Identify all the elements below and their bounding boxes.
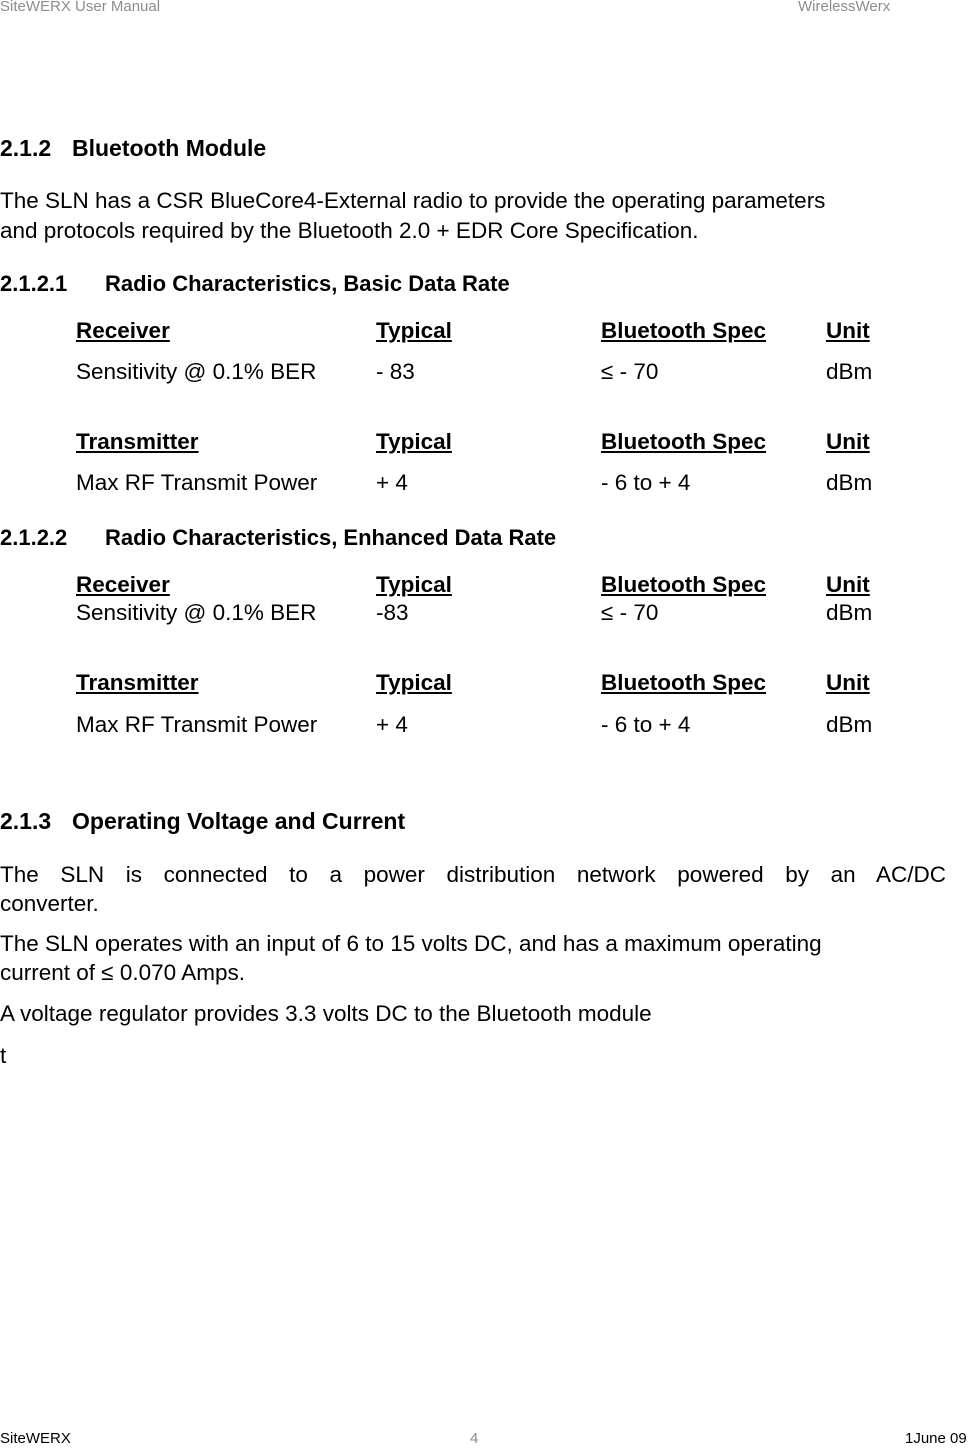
- table-header-transmitter: Transmitter: [76, 670, 199, 695]
- section-2-1-2-1-title: Radio Characteristics, Basic Data Rate: [105, 271, 510, 296]
- table-header-receiver: Receiver: [76, 572, 170, 597]
- voltage-para-2-line-2: current of ≤ 0.070 Amps.: [0, 960, 245, 985]
- table-cell-typical: -83: [376, 600, 409, 625]
- table-cell-unit: dBm: [826, 359, 873, 384]
- footer-date: 1June 09: [905, 1430, 967, 1447]
- voltage-para-1-line-2: converter.: [0, 891, 99, 916]
- footer-left: SiteWERX: [0, 1430, 71, 1447]
- table-cell-typical: + 4: [376, 470, 408, 495]
- table-header-typical: Typical: [376, 429, 452, 454]
- header-right: WirelessWerx: [798, 0, 891, 15]
- table-header-unit: Unit: [826, 429, 870, 454]
- table-cell-parameter: Sensitivity @ 0.1% BER: [76, 359, 317, 384]
- stray-text: t: [0, 1043, 7, 1068]
- table-cell-spec: - 6 to + 4: [601, 712, 691, 737]
- table-cell-spec: ≤ - 70: [601, 359, 659, 384]
- footer-page-number: 4: [470, 1430, 479, 1447]
- section-2-1-2-number: 2.1.2: [0, 135, 52, 161]
- table-cell-unit: dBm: [826, 470, 873, 495]
- table-cell-typical: - 83: [376, 359, 415, 384]
- voltage-para-3: A voltage regulator provides 3.3 volts DC to the Bluetooth module: [0, 1001, 652, 1026]
- table-header-bluetooth-spec: Bluetooth Spec: [601, 318, 767, 343]
- section-2-1-3-number: 2.1.3: [0, 808, 52, 834]
- table-header-typical: Typical: [376, 670, 452, 695]
- section-2-1-3-title: Operating Voltage and Current: [72, 808, 406, 834]
- table-cell-parameter: Sensitivity @ 0.1% BER: [76, 600, 317, 625]
- table-header-unit: Unit: [826, 670, 870, 695]
- table-cell-spec: - 6 to + 4: [601, 470, 691, 495]
- table-header-unit: Unit: [826, 318, 870, 343]
- table-cell-parameter: Max RF Transmit Power: [76, 712, 318, 737]
- table-header-bluetooth-spec: Bluetooth Spec: [601, 429, 767, 454]
- table-header-receiver: Receiver: [76, 318, 170, 343]
- table-header-bluetooth-spec: Bluetooth Spec: [601, 572, 767, 597]
- table-header-typical: Typical: [376, 572, 452, 597]
- section-2-1-2-1-number: 2.1.2.1: [0, 271, 68, 296]
- table-cell-typical: + 4: [376, 712, 408, 737]
- voltage-para-2-line-1: The SLN operates with an input of 6 to 15 volts DC, and has a maximum operating: [0, 931, 822, 956]
- table-header-transmitter: Transmitter: [76, 429, 199, 454]
- table-header-typical: Typical: [376, 318, 452, 343]
- section-2-1-2-title: Bluetooth Module: [72, 135, 267, 161]
- table-cell-unit: dBm: [826, 600, 873, 625]
- voltage-para-1-line-1: The SLN is connected to a power distribution network powered by an AC/DC: [0, 862, 946, 887]
- table-cell-parameter: Max RF Transmit Power: [76, 470, 318, 495]
- section-2-1-2-2-title: Radio Characteristics, Enhanced Data Rate: [105, 525, 557, 550]
- header-left: SiteWERX User Manual: [0, 0, 161, 15]
- table-cell-spec: ≤ - 70: [601, 600, 659, 625]
- table-header-bluetooth-spec: Bluetooth Spec: [601, 670, 767, 695]
- table-cell-unit: dBm: [826, 712, 873, 737]
- bluetooth-para-line-1: The SLN has a CSR BlueCore4-External radio to provide the operating parameters: [0, 188, 826, 213]
- table-header-unit: Unit: [826, 572, 870, 597]
- bluetooth-para-line-2: and protocols required by the Bluetooth 2.0 + EDR Core Specification.: [0, 218, 699, 243]
- section-2-1-2-2-number: 2.1.2.2: [0, 525, 68, 550]
